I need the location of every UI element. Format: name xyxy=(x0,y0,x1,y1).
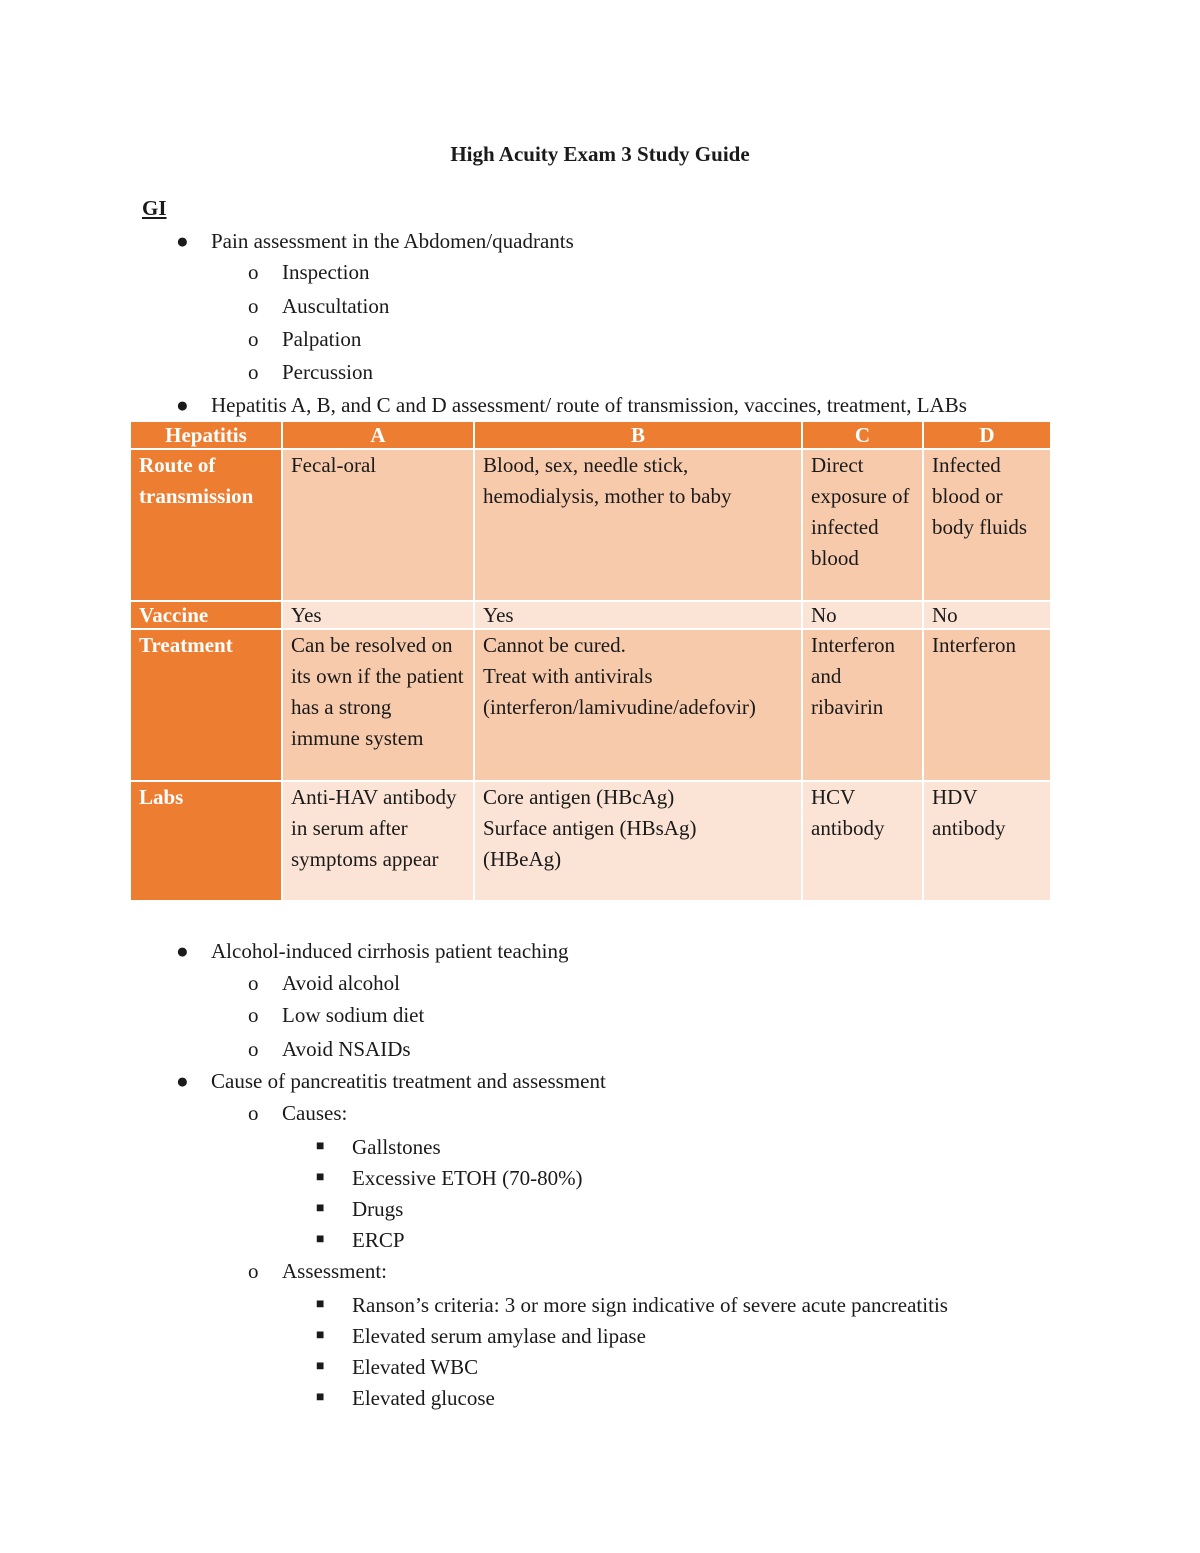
cirrhosis-subitem: Avoid alcohol xyxy=(282,971,401,995)
square-bullet-marker: ■ xyxy=(316,1232,325,1247)
table-cell: No xyxy=(803,602,922,628)
cause-item: Gallstones xyxy=(352,1135,441,1159)
sub-bullet-marker: o xyxy=(248,294,259,318)
cause-item: Excessive ETOH (70-80%) xyxy=(352,1166,583,1190)
sub-bullet-marker: o xyxy=(248,1259,259,1283)
sub-bullet-marker: o xyxy=(248,327,259,351)
cell-line: Core antigen (HBcAg) xyxy=(483,785,675,809)
bullet-marker: ● xyxy=(176,229,189,253)
table-cell: HCV antibody xyxy=(803,782,922,900)
pancreatitis-item: Cause of pancreatitis treatment and assessment xyxy=(211,1069,606,1093)
table-cell xyxy=(475,782,801,900)
assessment-label: Assessment: xyxy=(282,1259,387,1283)
table-cell: Fecal-oral xyxy=(283,450,473,600)
hepatitis-table xyxy=(129,420,1052,902)
cirrhosis-subitem: Low sodium diet xyxy=(282,1003,425,1027)
cirrhosis-subitem: Avoid NSAIDs xyxy=(282,1037,411,1061)
table-cell: Direct exposure of infected blood xyxy=(803,450,922,600)
cause-item: Drugs xyxy=(352,1197,404,1221)
section-heading-gi: GI xyxy=(142,196,167,220)
bullet-marker: ● xyxy=(176,1069,189,1093)
table-cell xyxy=(475,630,801,780)
sub-bullet-marker: o xyxy=(248,360,259,384)
square-bullet-marker: ■ xyxy=(316,1390,325,1405)
causes-label: Causes: xyxy=(282,1101,348,1125)
bullet-marker: ● xyxy=(176,939,189,963)
sub-bullet-marker: o xyxy=(248,1037,259,1061)
cell-line: Cannot be cured. xyxy=(483,633,626,657)
table-row xyxy=(131,602,1050,628)
table-cell: Blood, sex, needle stick, hemodialysis, mother to baby xyxy=(475,450,801,600)
table-header-cell: D xyxy=(924,422,1050,448)
sub-bullet-marker: o xyxy=(248,1003,259,1027)
assessment-item: Elevated WBC xyxy=(352,1355,479,1379)
square-bullet-marker: ■ xyxy=(316,1297,325,1312)
table-cell: Interferon xyxy=(924,630,1050,780)
table-row xyxy=(131,782,1050,900)
cirrhosis-item: Alcohol-induced cirrhosis patient teaching xyxy=(211,939,569,963)
hepatitis-intro-item: Hepatitis A, B, and C and D assessment/ route of transmission, vaccines, treatment, LABs xyxy=(211,393,967,417)
square-bullet-marker: ■ xyxy=(316,1201,325,1216)
pain-subitem: Inspection xyxy=(282,260,370,284)
table-header-cell: B xyxy=(475,422,801,448)
cell-line: (HBeAg) xyxy=(483,847,562,871)
assessment-item: Elevated glucose xyxy=(352,1386,495,1410)
assessment-item: Ranson’s criteria: 3 or more sign indicative of severe acute pancreatitis xyxy=(352,1293,948,1317)
table-row xyxy=(131,450,1050,600)
table-header-cell: C xyxy=(803,422,922,448)
table-cell: Infected blood or body fluids xyxy=(924,450,1050,600)
table-cell: No xyxy=(924,602,1050,628)
pain-assessment-item: Pain assessment in the Abdomen/quadrants xyxy=(211,229,574,253)
table-cell: HDV antibody xyxy=(924,782,1050,900)
square-bullet-marker: ■ xyxy=(316,1328,325,1343)
cell-line: Surface antigen (HBsAg) xyxy=(483,816,697,840)
pain-subitem: Auscultation xyxy=(282,294,390,318)
square-bullet-marker: ■ xyxy=(316,1139,325,1154)
row-header-treatment: Treatment xyxy=(131,630,281,780)
cause-item: ERCP xyxy=(352,1228,405,1252)
bullet-marker: ● xyxy=(176,393,189,417)
sub-bullet-marker: o xyxy=(248,971,259,995)
table-header-row xyxy=(131,422,1050,448)
table-header-cell: A xyxy=(283,422,473,448)
table-cell: Interferon and ribavirin xyxy=(803,630,922,780)
pain-subitem: Palpation xyxy=(282,327,362,351)
table-cell: Can be resolved on its own if the patient has a strong immune system xyxy=(283,630,473,780)
table-header-cell: Hepatitis xyxy=(131,422,281,448)
table-cell: Yes xyxy=(475,602,801,628)
page-title: High Acuity Exam 3 Study Guide xyxy=(450,142,750,166)
pain-subitem: Percussion xyxy=(282,360,373,384)
square-bullet-marker: ■ xyxy=(316,1170,325,1185)
row-header-labs: Labs xyxy=(131,782,281,900)
table-cell: Anti-HAV antibody in serum after symptoms appear xyxy=(283,782,473,900)
square-bullet-marker: ■ xyxy=(316,1359,325,1374)
row-header-vaccine: Vaccine xyxy=(131,602,281,628)
table-cell: Yes xyxy=(283,602,473,628)
assessment-item: Elevated serum amylase and lipase xyxy=(352,1324,646,1348)
sub-bullet-marker: o xyxy=(248,1101,259,1125)
row-header-route: Route of transmission xyxy=(131,450,281,600)
sub-bullet-marker: o xyxy=(248,260,259,284)
cell-line: Treat with antivirals (interferon/lamivudine/adefovir) xyxy=(483,664,756,719)
table-row xyxy=(131,630,1050,780)
